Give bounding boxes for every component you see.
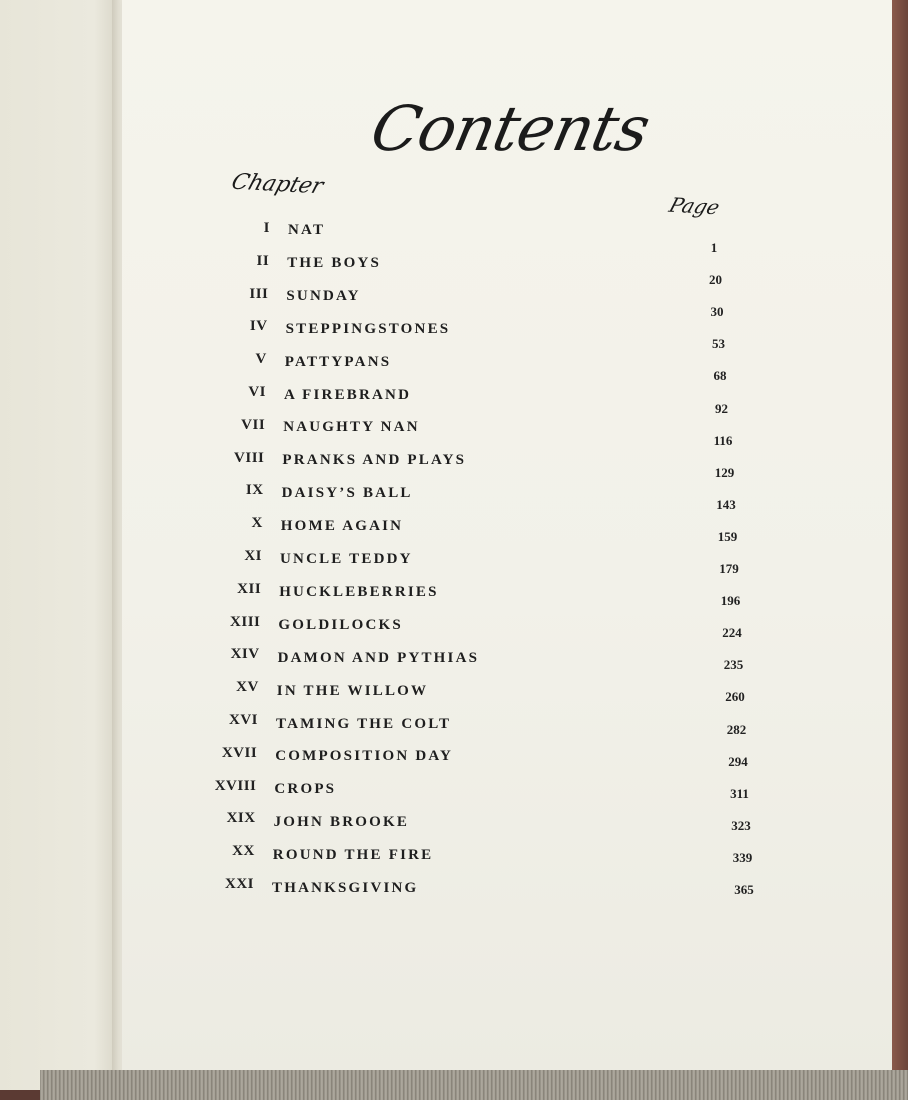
chapter-title: PRANKS AND PLAYS xyxy=(282,452,467,469)
chapter-title: DAISY’S BALL xyxy=(281,485,413,502)
chapter-column-label: Chapter xyxy=(228,169,327,200)
page-number: 323 xyxy=(731,817,751,833)
chapter-title: COMPOSITION DAY xyxy=(275,748,454,765)
page-title: Contents xyxy=(364,92,656,165)
chapter-title: JOHN BROOKE xyxy=(273,814,410,831)
page-number: 294 xyxy=(728,753,748,769)
page-number: 129 xyxy=(714,464,735,480)
chapter-title: THE BOYS xyxy=(287,254,382,271)
chapter-numeral: XV xyxy=(236,679,259,696)
chapter-title: IN THE WILLOW xyxy=(276,682,429,699)
chapter-numeral: VII xyxy=(241,416,266,433)
page-column-label: Page xyxy=(666,192,723,220)
page-number: 116 xyxy=(713,432,733,448)
chapter-title: SUNDAY xyxy=(286,287,361,304)
page-number: 179 xyxy=(719,561,739,576)
chapter-title: CROPS xyxy=(274,781,337,798)
chapter-title: HOME AGAIN xyxy=(280,518,404,535)
page-number: 260 xyxy=(725,689,745,705)
page-number: 282 xyxy=(726,721,747,737)
chapter-title: HUCKLEBERRIES xyxy=(279,583,439,600)
page-number: 30 xyxy=(710,304,724,320)
chapter-numeral: X xyxy=(251,515,263,532)
chapter-numeral: IX xyxy=(245,482,264,499)
chapter-numeral: XVI xyxy=(228,712,258,728)
page-number: 311 xyxy=(730,785,749,801)
chapter-numeral: XIX xyxy=(226,810,256,827)
chapter-title: THANKSGIVING xyxy=(272,880,419,896)
page-number: 143 xyxy=(716,496,736,512)
page-number: 92 xyxy=(715,400,728,416)
chapter-numeral: XXI xyxy=(224,876,254,892)
chapter-numeral: XX xyxy=(232,843,255,860)
chapter-title: GOLDILOCKS xyxy=(278,616,403,633)
chapter-numeral: XVIII xyxy=(214,777,257,794)
chapter-title: UNCLE TEDDY xyxy=(280,551,413,567)
page-number: 53 xyxy=(712,336,725,352)
chapter-numeral: I xyxy=(263,220,270,236)
page-number: 339 xyxy=(732,849,753,865)
chapter-numeral: XIII xyxy=(230,613,261,630)
chapter-title: DAMON AND PYTHIAS xyxy=(277,649,480,666)
page-number: 68 xyxy=(713,368,727,384)
page-number: 159 xyxy=(717,528,738,544)
chapter-numeral: XIV xyxy=(230,646,260,663)
chapter-title: NAUGHTY NAN xyxy=(283,419,420,436)
chapter-numeral: II xyxy=(256,252,270,269)
chapter-title: NAT xyxy=(288,222,326,238)
chapter-title: ROUND THE FIRE xyxy=(272,847,434,864)
chapter-numeral: III xyxy=(249,285,269,302)
chapter-numeral: VIII xyxy=(234,449,265,466)
page-number: 365 xyxy=(734,882,754,897)
chapter-numeral: XVII xyxy=(221,744,258,761)
page-number: 235 xyxy=(723,657,744,673)
chapter-title: STEPPINGSTONES xyxy=(285,320,451,337)
page-number: 224 xyxy=(722,625,742,641)
page-number: 1 xyxy=(710,240,718,255)
chapter-numeral: IV xyxy=(249,318,268,335)
page-number: 20 xyxy=(709,272,722,288)
chapter-numeral: XI xyxy=(244,548,262,564)
chapter-numeral: VI xyxy=(248,384,266,400)
chapter-title: TAMING THE COLT xyxy=(276,715,452,732)
chapter-title: A FIREBRAND xyxy=(284,386,412,403)
chapter-numeral: V xyxy=(255,351,267,368)
chapter-numeral: XII xyxy=(237,580,262,597)
page-number: 196 xyxy=(720,593,741,609)
chapter-title: PATTYPANS xyxy=(284,353,392,370)
